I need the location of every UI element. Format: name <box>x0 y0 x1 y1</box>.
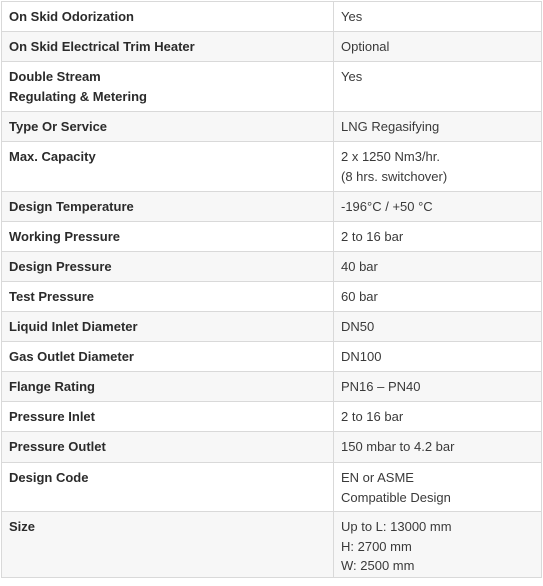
row-value <box>334 192 542 222</box>
row-value-text: -196°C / +50 °C <box>341 199 433 214</box>
table-row <box>2 62 542 112</box>
row-label <box>2 282 334 312</box>
row-value <box>334 222 542 252</box>
row-label-text: Pressure Inlet <box>9 409 95 424</box>
row-label <box>2 222 334 252</box>
row-value-text: PN16 – PN40 <box>341 379 421 394</box>
table-row <box>2 192 542 222</box>
table-row <box>2 512 542 578</box>
row-label <box>2 432 334 463</box>
row-label-text: Design Pressure <box>9 259 112 274</box>
row-label <box>2 2 334 32</box>
table-row <box>2 142 542 192</box>
row-label <box>2 402 334 432</box>
row-label <box>2 312 334 342</box>
row-value-text: DN50 <box>341 319 375 334</box>
row-value <box>334 432 542 463</box>
table-row <box>2 252 542 282</box>
row-value-text: 60 bar <box>341 289 378 304</box>
row-label-text: Max. Capacity <box>9 149 96 164</box>
table-row <box>2 282 542 312</box>
row-value-text: Optional <box>341 39 390 54</box>
row-value <box>334 2 542 32</box>
table-row <box>2 463 542 512</box>
row-label-text: On Skid Electrical Trim Heater <box>9 39 195 54</box>
row-label-text: Double Stream Regulating & Metering <box>9 69 147 104</box>
row-value <box>334 402 542 432</box>
row-value-text: EN or ASME Compatible Design <box>341 470 451 505</box>
row-value-text: DN100 <box>341 349 382 364</box>
row-value <box>334 142 542 192</box>
row-value-text: LNG Regasifying <box>341 119 440 134</box>
row-label-text: Type Or Service <box>9 119 108 134</box>
row-label <box>2 463 334 512</box>
row-label <box>2 252 334 282</box>
table-row <box>2 112 542 142</box>
row-label-text: Liquid Inlet Diameter <box>9 319 138 334</box>
row-label-text: Pressure Outlet <box>9 439 106 454</box>
row-label-text: Design Temperature <box>9 199 134 214</box>
row-value-text: Yes <box>341 69 363 84</box>
row-value-text: 150 mbar to 4.2 bar <box>341 439 455 454</box>
row-label <box>2 112 334 142</box>
row-label-text: Flange Rating <box>9 379 95 394</box>
row-value-text: 2 x 1250 Nm3/hr. (8 hrs. switchover) <box>341 149 448 184</box>
row-value-text: Up to L: 13000 mm H: 2700 mm W: 2500 mm <box>341 519 452 573</box>
row-value-text: Yes <box>341 9 363 24</box>
table-row <box>2 222 542 252</box>
row-label <box>2 142 334 192</box>
row-label-text: Design Code <box>9 470 89 485</box>
row-label <box>2 512 334 578</box>
row-label-text: Gas Outlet Diameter <box>9 349 134 364</box>
table-row <box>2 402 542 432</box>
row-value <box>334 62 542 112</box>
row-value <box>334 32 542 62</box>
row-value-text: 40 bar <box>341 259 378 274</box>
row-label-text: On Skid Odorization <box>9 9 134 24</box>
row-label-text: Test Pressure <box>9 289 95 304</box>
row-label <box>2 192 334 222</box>
row-value <box>334 342 542 372</box>
table-row <box>2 2 542 32</box>
row-label-text: Size <box>9 519 36 534</box>
table-row <box>2 342 542 372</box>
row-value <box>334 372 542 402</box>
table-row <box>2 432 542 463</box>
row-value <box>334 463 542 512</box>
row-value <box>334 312 542 342</box>
row-label <box>2 32 334 62</box>
table-row <box>2 372 542 402</box>
table-row <box>2 32 542 62</box>
row-label <box>2 62 334 112</box>
row-value <box>334 282 542 312</box>
row-value <box>334 252 542 282</box>
row-label <box>2 342 334 372</box>
row-value <box>334 512 542 578</box>
spec-table <box>1 1 542 578</box>
spec-table-body <box>2 2 542 578</box>
row-label <box>2 372 334 402</box>
row-label-text: Working Pressure <box>9 229 121 244</box>
row-value-text: 2 to 16 bar <box>341 409 404 424</box>
table-row <box>2 312 542 342</box>
row-value-text: 2 to 16 bar <box>341 229 404 244</box>
row-value <box>334 112 542 142</box>
